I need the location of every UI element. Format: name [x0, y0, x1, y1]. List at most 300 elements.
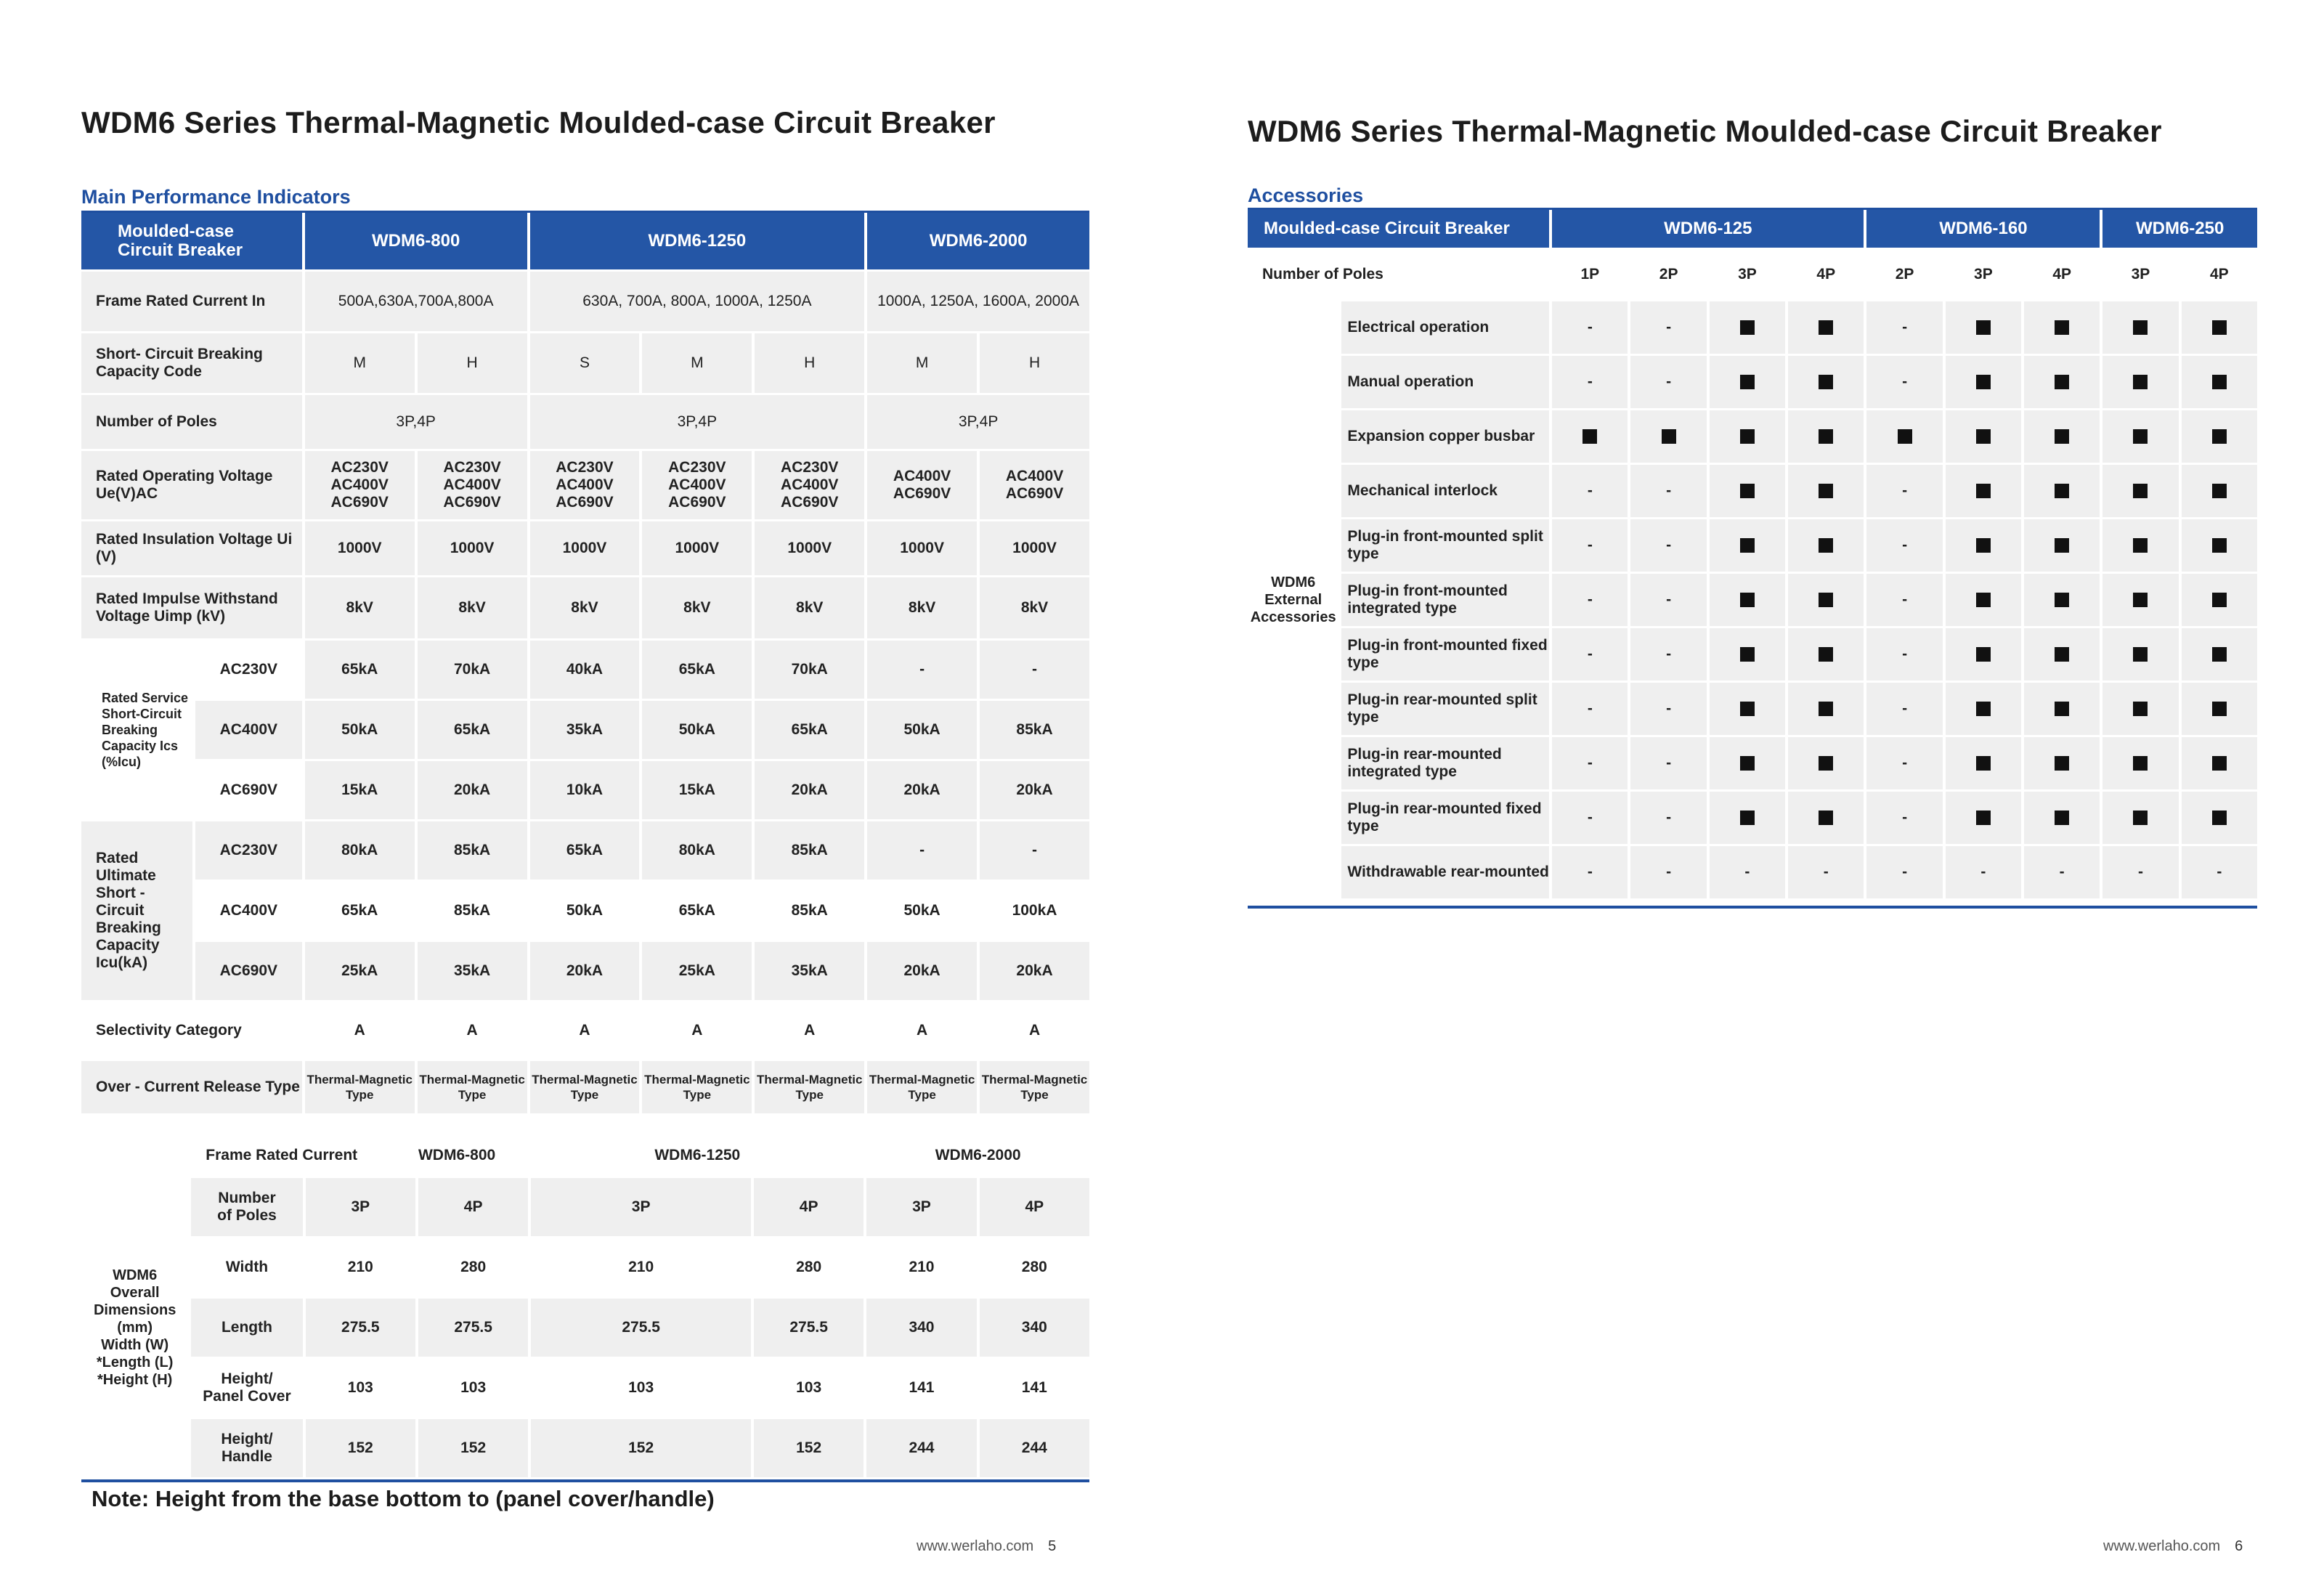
cell: - [980, 821, 1089, 880]
filled-square-icon [2212, 429, 2227, 444]
cell: H [755, 333, 864, 393]
cell: 50kA [867, 701, 977, 759]
available-square-icon [2182, 301, 2257, 354]
table-bottom-rule [81, 1479, 1089, 1482]
available-square-icon [1946, 410, 2021, 463]
cell: 70kA [755, 641, 864, 699]
filled-square-icon [2212, 538, 2227, 553]
pole-cell: 3P [2131, 266, 2150, 283]
available-square-icon [2102, 301, 2178, 354]
filled-square-icon [2055, 538, 2069, 553]
header-breaker-cell: Moulded-case Circuit Breaker [81, 213, 302, 269]
cell: 103 [628, 1379, 654, 1396]
table-row [81, 1419, 1089, 1477]
accessories-group-label: WDM6 External Accessories [1248, 301, 1338, 898]
header-model: WDM6-800 [305, 213, 527, 269]
row-label: Number of Poles [81, 395, 302, 449]
cell: 35kA [530, 701, 640, 759]
filled-square-icon [2133, 429, 2148, 444]
filled-square-icon [1740, 320, 1755, 335]
available-square-icon [2182, 356, 2257, 408]
filled-square-icon [1976, 538, 1991, 553]
not-available-cell: - [1630, 301, 1706, 354]
footer-site: www.werlaho.com [2103, 1538, 2221, 1554]
group-label-ics: Rated Service Short-Circuit Breaking Capacity Ics (%Icu) [81, 641, 192, 819]
cell: AC230V AC400V AC690V [418, 451, 527, 519]
filled-square-icon [2212, 484, 2227, 498]
available-square-icon [2182, 737, 2257, 789]
available-square-icon [1866, 410, 1942, 463]
available-square-icon [2182, 465, 2257, 517]
cell: 3P [866, 1178, 976, 1236]
available-square-icon [2182, 519, 2257, 572]
note-text: Note: Height from the base bottom to (panel cover/handle) [92, 1486, 715, 1511]
sub-label: AC690V [195, 761, 302, 819]
cell: 210 [628, 1259, 654, 1275]
pole-cell: 4P [2052, 266, 2072, 283]
filled-square-icon [2055, 702, 2069, 716]
cell: A [1028, 1022, 1041, 1039]
cell: 15kA [305, 761, 415, 819]
cell: 1000V [642, 521, 752, 575]
not-available-cell: - [1788, 846, 1864, 898]
filled-square-icon [2055, 484, 2069, 498]
available-square-icon [1946, 465, 2021, 517]
cell: 1000V [980, 521, 1089, 575]
available-square-icon [1710, 737, 1785, 789]
cell: 25kA [642, 942, 752, 1000]
not-available-cell: - [2182, 846, 2257, 898]
page-footer [917, 1538, 1056, 1555]
pole-cell: 1P [1580, 266, 1600, 283]
not-available-cell: - [1630, 356, 1706, 408]
accessories-table [1245, 208, 2260, 901]
available-square-icon [1788, 792, 1864, 844]
cell: 65kA [341, 902, 378, 919]
row-label: Selectivity Category [96, 1022, 242, 1039]
table-row [1248, 356, 2257, 408]
not-available-cell: - [1866, 683, 1942, 735]
cell: 1000V [418, 521, 527, 575]
filled-square-icon [1740, 538, 1755, 553]
cell: 80kA [305, 821, 415, 880]
table-row [1248, 737, 2257, 789]
available-square-icon [1788, 356, 1864, 408]
filled-square-icon [1976, 375, 1991, 389]
filled-square-icon [1740, 702, 1755, 716]
available-square-icon [1946, 792, 2021, 844]
table-row [81, 1299, 1089, 1357]
cell: 50kA [642, 701, 752, 759]
cell: A [354, 1022, 365, 1039]
cell: 85kA [980, 701, 1089, 759]
not-available-cell: - [1630, 737, 1706, 789]
filled-square-icon [1819, 320, 1833, 335]
cell: 8kV [305, 577, 415, 638]
table-row [1248, 792, 2257, 844]
not-available-cell: - [1710, 846, 1785, 898]
not-available-cell: - [1630, 683, 1706, 735]
available-square-icon [1710, 356, 1785, 408]
poles-row [1248, 250, 2257, 299]
section-heading: Accessories [1248, 184, 1364, 206]
available-square-icon [2024, 683, 2100, 735]
cell: 10kA [530, 761, 640, 819]
cell: 100kA [1012, 902, 1057, 919]
available-square-icon [1946, 356, 2021, 408]
table-bottom-rule [1248, 906, 2257, 909]
cell: 20kA [867, 761, 977, 819]
cell: 275.5 [754, 1299, 864, 1357]
available-square-icon [1946, 301, 2021, 354]
cell: A [691, 1022, 703, 1039]
cell: - [867, 641, 977, 699]
row-label: Rated Operating Voltage Ue(V)AC [81, 451, 302, 519]
row-label: Height/ Panel Cover [203, 1370, 291, 1405]
cell: 65kA [530, 821, 640, 880]
filled-square-icon [1740, 647, 1755, 662]
cell: 1000A, 1250A, 1600A, 2000A [867, 272, 1089, 331]
cell: 8kV [755, 577, 864, 638]
available-square-icon [1788, 628, 1864, 681]
row-label: Withdrawable rear-mounted [1341, 846, 1549, 898]
available-square-icon [1788, 465, 1864, 517]
pole-cell: 3P [1738, 266, 1757, 283]
filled-square-icon [2212, 647, 2227, 662]
not-available-cell: - [1946, 846, 2021, 898]
cell: 340 [866, 1299, 976, 1357]
available-square-icon [1788, 574, 1864, 626]
cell: 20kA [980, 761, 1089, 819]
available-square-icon [2102, 792, 2178, 844]
available-square-icon [1710, 410, 1785, 463]
cell: 50kA [305, 701, 415, 759]
not-available-cell: - [1630, 846, 1706, 898]
cell: 85kA [755, 821, 864, 880]
available-square-icon [1710, 465, 1785, 517]
cell: AC230V AC400V AC690V [305, 451, 415, 519]
row-label: Expansion copper busbar [1341, 410, 1549, 463]
pole-cell: 4P [2209, 266, 2229, 283]
cell: 141 [1021, 1379, 1047, 1396]
cell: H [980, 333, 1089, 393]
filled-square-icon [2055, 756, 2069, 771]
cell: 35kA [755, 942, 864, 1000]
not-available-cell: - [1552, 683, 1628, 735]
cell: 70kA [418, 641, 527, 699]
available-square-icon [1710, 683, 1785, 735]
cell: 152 [418, 1419, 528, 1477]
group-label-icu: Rated Ultimate Short - Circuit Breaking Capacity Icu(kA) [81, 821, 192, 1000]
row-label: Length [191, 1299, 302, 1357]
cell: 80kA [642, 821, 752, 880]
table-row [1248, 519, 2257, 572]
cell: 103 [460, 1379, 487, 1396]
row-label: Short- Circuit Breaking Capacity Code [81, 333, 302, 393]
row-label: Plug-in rear-mounted integrated type [1341, 737, 1549, 789]
cell: AC400V AC690V [867, 451, 977, 519]
sub-label: AC690V [195, 942, 302, 1000]
filled-square-icon [2055, 375, 2069, 389]
available-square-icon [2102, 574, 2178, 626]
filled-square-icon [1819, 756, 1833, 771]
filled-square-icon [1819, 429, 1833, 444]
not-available-cell: - [1866, 301, 1942, 354]
cell: 1000V [530, 521, 640, 575]
filled-square-icon [2212, 593, 2227, 607]
header-model: WDM6-1250 [530, 213, 865, 269]
cell: M [867, 333, 977, 393]
sub-label: AC400V [195, 701, 302, 759]
filled-square-icon [1662, 429, 1676, 444]
filled-square-icon [1740, 756, 1755, 771]
dimensions-group-label: WDM6 Overall Dimensions (mm) Width (W) *Length (L) *Height (H) [81, 1178, 188, 1477]
cell: 50kA [903, 902, 940, 919]
filled-square-icon [1740, 484, 1755, 498]
filled-square-icon [1819, 702, 1833, 716]
available-square-icon [1788, 519, 1864, 572]
not-available-cell: - [1630, 465, 1706, 517]
filled-square-icon [2055, 647, 2069, 662]
frame-model: WDM6-800 [418, 1147, 496, 1163]
row-label: Manual operation [1341, 356, 1549, 408]
not-available-cell: - [1552, 628, 1628, 681]
footer-site: www.werlaho.com [917, 1538, 1034, 1554]
table-row [1248, 301, 2257, 354]
cell: 1000V [305, 521, 415, 575]
table-row [81, 521, 1089, 575]
cell: 8kV [980, 577, 1089, 638]
available-square-icon [1946, 628, 2021, 681]
cell: 65kA [305, 641, 415, 699]
filled-square-icon [1819, 647, 1833, 662]
available-square-icon [2024, 792, 2100, 844]
filled-square-icon [2133, 756, 2148, 771]
cell: 20kA [980, 942, 1089, 1000]
not-available-cell: - [1552, 792, 1628, 844]
cell: Thermal-Magnetic Type [867, 1061, 977, 1113]
not-available-cell: - [1866, 737, 1942, 789]
available-square-icon [1710, 792, 1785, 844]
available-square-icon [1710, 301, 1785, 354]
not-available-cell: - [1552, 356, 1628, 408]
cell: 15kA [642, 761, 752, 819]
header-breaker-cell: Moulded-case Circuit Breaker [1248, 210, 1549, 248]
cell: 280 [1021, 1259, 1047, 1275]
cell: - [980, 641, 1089, 699]
available-square-icon [2102, 737, 2178, 789]
not-available-cell: - [1866, 519, 1942, 572]
row-label: Plug-in rear-mounted split type [1341, 683, 1549, 735]
cell: 3P [531, 1178, 751, 1236]
filled-square-icon [1976, 811, 1991, 825]
cell: A [917, 1022, 928, 1039]
cell: 8kV [867, 577, 977, 638]
cell: Thermal-Magnetic Type [418, 1061, 527, 1113]
cell: 3P [306, 1178, 415, 1236]
cell: A [804, 1022, 816, 1039]
available-square-icon [1788, 737, 1864, 789]
available-square-icon [1788, 410, 1864, 463]
page-title: WDM6 Series Thermal-Magnetic Moulded-case Circuit Breaker [1248, 114, 2162, 148]
cell: 8kV [418, 577, 527, 638]
cell: 20kA [530, 942, 640, 1000]
pole-cell: 4P [1816, 266, 1836, 283]
frame-model: WDM6-1250 [654, 1147, 741, 1163]
filled-square-icon [1819, 484, 1833, 498]
cell: 3P,4P [867, 395, 1089, 449]
table-row [81, 942, 1089, 1000]
filled-square-icon [2055, 429, 2069, 444]
available-square-icon [2024, 519, 2100, 572]
cell: 3P,4P [530, 395, 865, 449]
available-square-icon [1552, 410, 1628, 463]
table-row [81, 1135, 1089, 1176]
cell: AC230V AC400V AC690V [642, 451, 752, 519]
table-row [81, 882, 1089, 940]
table-row [1248, 465, 2257, 517]
not-available-cell: - [1552, 846, 1628, 898]
row-label: Rated Insulation Voltage Ui (V) [81, 521, 302, 575]
cell: Thermal-Magnetic Type [642, 1061, 752, 1113]
filled-square-icon [1819, 593, 1833, 607]
page-footer [2103, 1538, 2243, 1555]
available-square-icon [2024, 574, 2100, 626]
filled-square-icon [1740, 593, 1755, 607]
not-available-cell: - [1630, 574, 1706, 626]
available-square-icon [2024, 301, 2100, 354]
filled-square-icon [2133, 538, 2148, 553]
row-label: Electrical operation [1341, 301, 1549, 354]
cell: 152 [754, 1419, 864, 1477]
table-row [81, 1178, 1089, 1236]
cell: 20kA [867, 942, 977, 1000]
cell: 1000V [755, 521, 864, 575]
filled-square-icon [2055, 320, 2069, 335]
cell: 85kA [791, 902, 828, 919]
cell: 280 [460, 1259, 487, 1275]
not-available-cell: - [1630, 628, 1706, 681]
cell: Thermal-Magnetic Type [530, 1061, 640, 1113]
cell: 152 [306, 1419, 415, 1477]
table-row [81, 1061, 1089, 1113]
filled-square-icon [2212, 702, 2227, 716]
cell: 275.5 [306, 1299, 415, 1357]
cell: 1000V [867, 521, 977, 575]
filled-square-icon [1898, 429, 1912, 444]
cell: 152 [531, 1419, 751, 1477]
cell: 8kV [642, 577, 752, 638]
filled-square-icon [2212, 375, 2227, 389]
available-square-icon [2102, 356, 2178, 408]
cell: AC230V AC400V AC690V [755, 451, 864, 519]
row-label: Plug-in front-mounted split type [1341, 519, 1549, 572]
available-square-icon [1788, 683, 1864, 735]
available-square-icon [2102, 683, 2178, 735]
filled-square-icon [2055, 811, 2069, 825]
table-row [81, 272, 1089, 331]
filled-square-icon [1819, 375, 1833, 389]
available-square-icon [2024, 628, 2100, 681]
filled-square-icon [1740, 375, 1755, 389]
pole-cell: 3P [1974, 266, 1993, 283]
table-row [81, 577, 1089, 638]
cell: 85kA [418, 821, 527, 880]
available-square-icon [2102, 628, 2178, 681]
sub-label: AC400V [219, 902, 278, 919]
header-model: WDM6-2000 [867, 213, 1089, 269]
cell: A [466, 1022, 478, 1039]
filled-square-icon [1582, 429, 1597, 444]
filled-square-icon [2133, 647, 2148, 662]
not-available-cell: - [1630, 519, 1706, 572]
available-square-icon [2102, 465, 2178, 517]
table-row [1248, 628, 2257, 681]
pole-cell: 2P [1895, 266, 1914, 283]
cell: 275.5 [531, 1299, 751, 1357]
filled-square-icon [2133, 375, 2148, 389]
not-available-cell: - [1866, 628, 1942, 681]
cell: AC400V AC690V [980, 451, 1089, 519]
available-square-icon [2102, 519, 2178, 572]
row-label: Height/ Handle [191, 1419, 302, 1477]
available-square-icon [2024, 356, 2100, 408]
filled-square-icon [1976, 756, 1991, 771]
page-title: WDM6 Series Thermal-Magnetic Moulded-case Circuit Breaker [81, 105, 996, 139]
available-square-icon [1710, 519, 1785, 572]
cell: H [418, 333, 527, 393]
table-row [81, 701, 1089, 759]
cell: 210 [909, 1259, 935, 1275]
table-row [1248, 846, 2257, 898]
row-label: Plug-in front-mounted integrated type [1341, 574, 1549, 626]
filled-square-icon [2133, 484, 2148, 498]
filled-square-icon [2133, 702, 2148, 716]
table-row [81, 821, 1089, 880]
available-square-icon [2182, 628, 2257, 681]
cell: 210 [347, 1259, 373, 1275]
available-square-icon [1946, 683, 2021, 735]
cell: 4P [418, 1178, 528, 1236]
cell: 50kA [566, 902, 604, 919]
filled-square-icon [2212, 320, 2227, 335]
cell: 65kA [755, 701, 864, 759]
cell: 244 [980, 1419, 1089, 1477]
cell: 35kA [418, 942, 527, 1000]
cell: 275.5 [418, 1299, 528, 1357]
not-available-cell: - [1866, 846, 1942, 898]
available-square-icon [2024, 465, 2100, 517]
table-row [81, 1238, 1089, 1296]
filled-square-icon [1976, 702, 1991, 716]
row-label: Mechanical interlock [1341, 465, 1549, 517]
filled-square-icon [1740, 429, 1755, 444]
cell: Thermal-Magnetic Type [980, 1061, 1089, 1113]
sub-label: AC230V [195, 641, 302, 699]
header-model: WDM6-250 [2102, 210, 2257, 248]
filled-square-icon [2212, 756, 2227, 771]
row-label: Plug-in front-mounted fixed type [1341, 628, 1549, 681]
cell: 85kA [453, 902, 491, 919]
table-row [81, 395, 1089, 449]
not-available-cell: - [1552, 574, 1628, 626]
table-row [81, 451, 1089, 519]
row-label: Over - Current Release Type [81, 1061, 302, 1113]
available-square-icon [2024, 737, 2100, 789]
not-available-cell: - [1552, 301, 1628, 354]
available-square-icon [2182, 792, 2257, 844]
right-page [1162, 0, 2324, 1576]
